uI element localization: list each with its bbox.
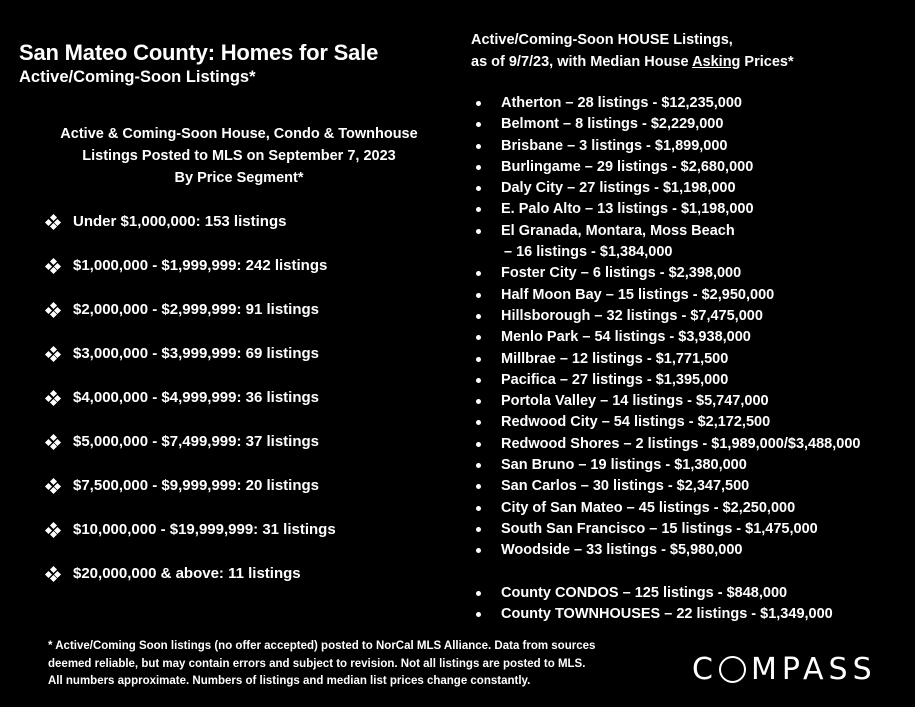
city-listing-text: San Carlos – 30 listings - $2,347,500 [501,478,750,495]
city-listing-item-continued [476,242,860,263]
diamond-bullet-icon [46,303,60,317]
bullet-icon [476,442,481,447]
county-listing-text: County CONDOS – 125 listings - $848,000 [501,585,788,601]
bullet-icon [476,101,481,106]
city-listing-item [476,476,860,497]
price-segment-list [46,212,336,608]
city-listing-item [476,455,860,476]
price-segment-text: $7,500,000 - $9,999,999: 20 listings [73,477,319,494]
price-segment-item [46,344,336,388]
city-listing-item [476,306,860,327]
diamond-bullet-icon [46,479,60,493]
diamond-bullet-icon [46,523,60,537]
footnote-line: deemed reliable, but may contain errors and subject to revision. Not all listings are posted to MLS. [48,657,586,670]
diamond-bullet-icon [46,347,60,361]
diamond-bullet-icon [46,435,60,449]
bullet-icon [476,548,481,553]
city-listing-item [476,136,860,157]
bullet-icon [476,591,481,596]
city-listing-text: San Bruno – 19 listings - $1,380,000 [501,457,747,474]
city-listing-text: – 16 listings - $1,384,000 [504,244,673,261]
bullet-icon [476,463,481,468]
bullet-icon [476,186,481,191]
price-segment-text: $3,000,000 - $3,999,999: 69 listings [73,345,319,362]
footnote-line: All numbers approximate. Numbers of listings and median list prices change constantly. [48,675,531,687]
city-listing-item [476,370,860,391]
city-listing-list [476,93,860,562]
bullet-icon [476,506,481,511]
bullet-icon [476,378,481,383]
logo-circle-icon [719,656,746,683]
bullet-icon [476,335,481,340]
city-listing-text: Portola Valley – 14 listings - $5,747,000 [501,393,769,410]
price-segment-text: Under $1,000,000: 153 listings [73,213,287,230]
price-segment-item [46,300,336,344]
city-listing-text: South San Francisco – 15 listings - $1,475,000 [501,520,818,537]
bullet-icon [476,612,481,617]
heading-text: as of 9/7/23, with Median House [471,54,693,70]
city-listing-text: Menlo Park – 54 listings - $3,938,000 [501,329,751,346]
city-listing-text: Pacifica – 27 listings - $1,395,000 [501,371,729,388]
city-listing-item [476,114,860,135]
price-segment-text: $1,000,000 - $1,999,999: 242 listings [73,257,328,274]
price-segment-text: $10,000,000 - $19,999,999: 31 listings [73,521,336,538]
city-listing-text: Redwood Shores – 2 listings - $1,989,000/$3,488,000 [501,435,861,452]
bullet-icon [476,271,481,276]
bullet-icon [476,357,481,362]
city-listing-item [476,327,860,348]
city-listing-item [476,349,860,370]
diamond-bullet-icon [46,391,60,405]
price-segment-item [46,520,336,564]
city-listing-text: Redwood City – 54 listings - $2,172,500 [501,414,771,431]
price-segment-text: $4,000,000 - $4,999,999: 36 listings [73,389,319,406]
heading-text: Prices* [740,54,794,70]
page-subtitle: Active/Coming-Soon Listings* [19,68,256,86]
price-segment-text: $20,000,000 & above: 11 listings [73,565,301,582]
bullet-icon [476,122,481,127]
segment-heading-line: By Price Segment* [174,170,304,186]
city-listing-item [476,519,860,540]
city-listing-item [476,263,860,284]
city-listing-item [476,285,860,306]
price-segment-item [46,256,336,300]
bullet-icon [476,484,481,489]
bullet-icon [476,144,481,149]
price-segment-item [46,476,336,520]
segment-heading-line: Listings Posted to MLS on September 7, 2023 [82,148,396,164]
city-listing-text: Daly City – 27 listings - $1,198,000 [501,180,736,197]
page-title: San Mateo County: Homes for Sale [19,40,379,65]
compass-logo [692,652,877,687]
city-listing-item [476,221,860,242]
city-listing-item [476,93,860,114]
city-listing-item [476,391,860,412]
bullet-icon [476,527,481,532]
footnote [48,638,595,691]
logo-text: C [692,652,718,687]
bullet-icon [476,207,481,212]
bullet-icon [476,420,481,425]
price-segment-item [46,564,336,608]
city-listing-text: E. Palo Alto – 13 listings - $1,198,000 [501,201,754,218]
bullet-icon [476,293,481,298]
price-segment-text: $2,000,000 - $2,999,999: 91 listings [73,301,319,318]
diamond-bullet-icon [46,259,60,273]
county-listing-text: County TOWNHOUSES – 22 listings - $1,349,000 [501,606,833,623]
bullet-icon [476,314,481,319]
diamond-bullet-icon [46,215,60,229]
footnote-line: * Active/Coming Soon listings (no offer accepted) posted to NorCal MLS Alliance. Data from sources [48,640,596,652]
city-listing-item [476,157,860,178]
segment-heading-line: Active & Coming-Soon House, Condo & Townhouse [60,126,418,142]
city-listing-text: El Granada, Montara, Moss Beach [501,222,735,239]
price-segment-item [46,432,336,476]
city-listing-text: Atherton – 28 listings - $12,235,000 [501,95,742,111]
logo-text: MPASS [750,652,877,687]
city-listing-item [476,540,860,561]
city-listing-text: Brisbane – 3 listings - $1,899,000 [501,137,728,154]
heading-underlined-text: Asking [692,54,741,70]
city-listing-text: Half Moon Bay – 15 listings - $2,950,000 [501,286,775,303]
bullet-icon [476,399,481,404]
city-listing-item [476,412,860,433]
county-listing-list [476,583,833,626]
price-segment-item [46,212,336,256]
bullet-icon [476,229,481,234]
house-listings-heading [471,29,794,73]
bullet-icon [476,165,481,170]
city-listing-text: Belmont – 8 listings - $2,229,000 [501,116,724,133]
city-listing-text: Burlingame – 29 listings - $2,680,000 [501,158,754,175]
city-listing-item [476,434,860,455]
city-listing-item [476,199,860,220]
city-listing-item [476,498,860,519]
county-listing-item [476,604,833,625]
house-listings-heading-line: Active/Coming-Soon HOUSE Listings, [471,32,733,48]
county-listing-item [476,583,833,604]
city-listing-text: Woodside – 33 listings - $5,980,000 [501,542,743,559]
segment-heading [30,123,448,189]
house-listings-heading-line [471,51,794,73]
city-listing-text: City of San Mateo – 45 listings - $2,250,000 [501,499,796,516]
city-listing-text: Hillsborough – 32 listings - $7,475,000 [501,307,763,324]
price-segment-item [46,388,336,432]
city-listing-text: Foster City – 6 listings - $2,398,000 [501,265,742,282]
city-listing-text: Millbrae – 12 listings - $1,771,500 [501,350,729,367]
diamond-bullet-icon [46,567,60,581]
price-segment-text: $5,000,000 - $7,499,999: 37 listings [73,433,319,450]
city-listing-item [476,178,860,199]
